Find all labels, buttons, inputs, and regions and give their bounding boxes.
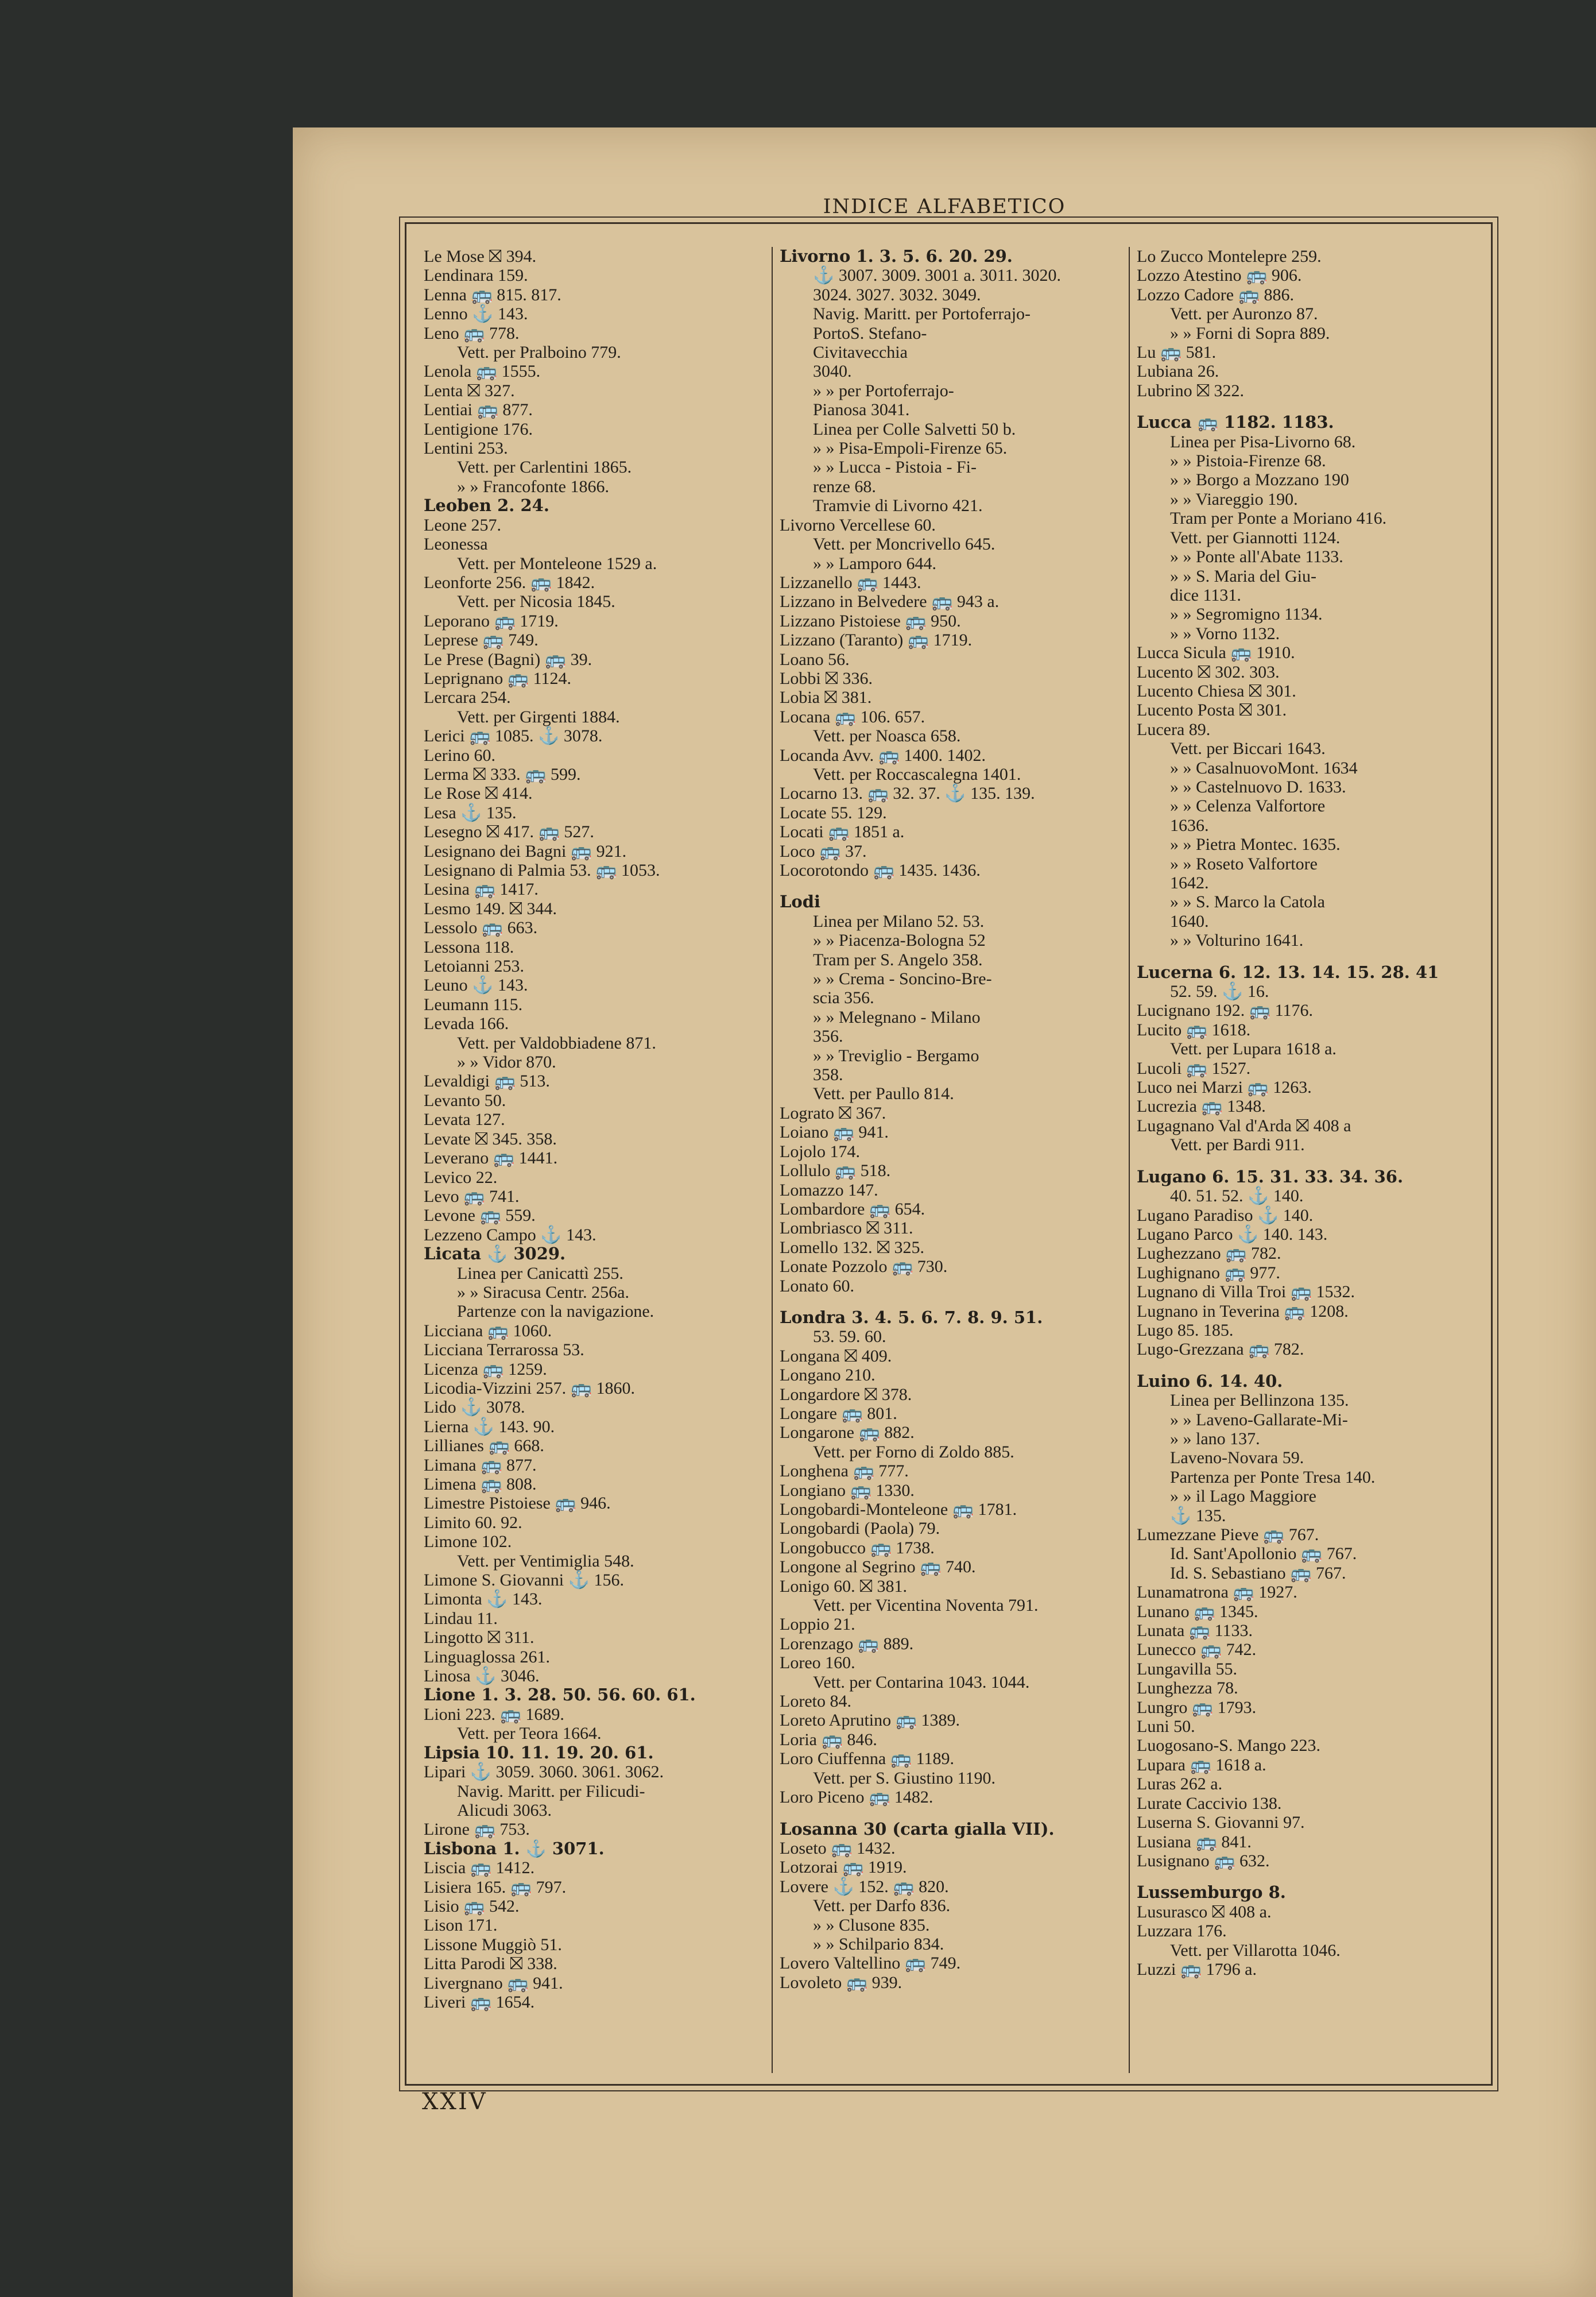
index-entry: Lercara 254. (424, 688, 511, 707)
index-entry: Lucoli 🚌 1527. (1137, 1058, 1251, 1078)
index-entry: Lentiai 🚌 877. (424, 400, 533, 420)
index-entry: Lucca Sicula 🚌 1910. (1137, 643, 1295, 663)
index-entry: Lonato 60. (780, 1276, 854, 1296)
index-entry: Lirone 🚌 753. (424, 1820, 530, 1839)
index-entry: Vett. per Darfo 836. (813, 1896, 951, 1916)
index-entry: Vett. per Teora 1664. (457, 1724, 602, 1743)
index-entry: Locana 🚌 106. 657. (780, 707, 925, 726)
index-entry: Lentigione 176. (424, 419, 533, 439)
index-entry: Lizzanello 🚌 1443. (780, 573, 921, 592)
index-entry: Lozzo Atestino 🚌 906. (1137, 266, 1302, 285)
index-heading-entry: Licata ⚓ 3029. (424, 1244, 566, 1264)
index-entry: Luserna S. Giovanni 97. (1137, 1813, 1305, 1832)
index-entry: Id. Sant'Apollonio 🚌 767. (1170, 1544, 1357, 1564)
index-entry: 3040. (813, 362, 852, 381)
index-entry: Lunghezza 78. (1137, 1679, 1238, 1698)
index-entry: » » Pistoia-Firenze 68. (1170, 451, 1326, 471)
index-entry: Vett. per Valdobbiadene 871. (457, 1033, 656, 1053)
index-entry: Lizzano in Belvedere 🚌 943 a. (780, 592, 1000, 612)
index-entry: » » lano 137. (1170, 1429, 1260, 1448)
index-entry: Levaldigi 🚌 513. (424, 1072, 550, 1091)
index-entry: Licciana 🚌 1060. (424, 1321, 552, 1340)
index-entry: Luni 50. (1137, 1717, 1195, 1737)
index-entry: Lovoleto 🚌 939. (780, 1973, 902, 1992)
index-entry: » » Segromigno 1134. (1170, 605, 1323, 624)
index-entry: Vett. per Monteleone 1529 a. (457, 554, 657, 573)
index-entry: Loria 🚌 846. (780, 1730, 877, 1749)
index-entry: Licodia-Vizzini 257. 🚌 1860. (424, 1378, 635, 1398)
index-entry: » » Melegnano - Milano (813, 1007, 981, 1027)
index-entry: Lerma ⛝ 333. 🚌 599. (424, 764, 581, 784)
index-entry: » » Siracusa Centr. 256a. (457, 1282, 629, 1302)
index-entry: Lo Zucco Montelepre 259. (1137, 247, 1322, 266)
index-entry: Loreto 84. (780, 1692, 851, 1711)
index-entry: » » Piacenza-Bologna 52 (813, 931, 986, 950)
index-entry: 3024. 3027. 3032. 3049. (813, 285, 981, 304)
index-entry: 356. (813, 1027, 843, 1046)
index-entry: Longobardi (Paola) 79. (780, 1519, 940, 1538)
index-heading-entry: Lione 1. 3. 28. 50. 56. 60. 61. (424, 1685, 696, 1705)
index-entry: Locanda Avv. 🚌 1400. 1402. (780, 745, 986, 765)
index-entry: Lucignano 192. 🚌 1176. (1137, 1001, 1314, 1020)
index-entry: Limonta ⚓ 143. (424, 1590, 543, 1609)
index-entry: Vett. per Carlentini 1865. (457, 458, 632, 477)
index-entry: Lunata 🚌 1133. (1137, 1621, 1253, 1641)
index-entry: Le Prese (Bagni) 🚌 39. (424, 649, 592, 669)
index-entry: 1642. (1170, 873, 1209, 892)
index-heading-entry: Lussemburgo 8. (1137, 1882, 1286, 1902)
index-entry: renze 68. (813, 477, 876, 496)
index-entry: Pianosa 3041. (813, 400, 910, 420)
index-entry: » » Francofonte 1866. (457, 477, 609, 496)
index-entry: Lumezzane Pieve 🚌 767. (1137, 1525, 1319, 1544)
index-entry: Loro Piceno 🚌 1482. (780, 1788, 933, 1807)
index-entry: Vett. per Contarina 1043. 1044. (813, 1672, 1030, 1692)
index-entry: Lenta ⛝ 327. (424, 381, 515, 400)
index-entry: Levata 127. (424, 1110, 505, 1130)
index-entry: Lughezzano 🚌 782. (1137, 1244, 1281, 1263)
index-entry: » » Pisa-Empoli-Firenze 65. (813, 439, 1008, 458)
index-entry: » » CasalnuovoMont. 1634 (1170, 758, 1358, 778)
index-entry: Lughignano 🚌 977. (1137, 1263, 1280, 1282)
index-entry: Linguaglossa 261. (424, 1647, 550, 1666)
index-heading-entry: Livorno 1. 3. 5. 6. 20. 29. (780, 247, 1013, 266)
index-entry: Liveri 🚌 1654. (424, 1992, 535, 2012)
index-entry: Lesina 🚌 1417. (424, 880, 539, 899)
index-entry: Lingotto ⛝ 311. (424, 1628, 534, 1648)
index-entry: Lojolo 174. (780, 1142, 860, 1161)
index-heading-entry: Losanna 30 (carta gialla VII). (780, 1819, 1055, 1839)
index-entry: Luzzara 176. (1137, 1921, 1227, 1941)
index-entry: Lenno ⚓ 143. (424, 304, 528, 324)
index-entry: Locate 55. 129. (780, 803, 887, 822)
index-entry: Lozzo Cadore 🚌 886. (1137, 285, 1294, 304)
index-entry: Vett. per Paullo 814. (813, 1084, 954, 1104)
index-entry: Linosa ⚓ 3046. (424, 1666, 540, 1686)
index-entry: Tram per S. Angelo 358. (813, 950, 983, 969)
index-entry: Limestre Pistoiese 🚌 946. (424, 1494, 611, 1513)
index-entry: Leone 257. (424, 515, 501, 535)
index-entry: » » Borgo a Mozzano 190 (1170, 470, 1349, 490)
index-entry: Lugnano in Teverina 🚌 1208. (1137, 1301, 1349, 1321)
index-entry: Linea per Canicattì 255. (457, 1263, 623, 1283)
index-entry: Vett. per Giannotti 1124. (1170, 528, 1341, 547)
index-entry: Lezzeno Campo ⚓ 143. (424, 1225, 596, 1244)
index-entry: Lomazzo 147. (780, 1180, 878, 1200)
index-entry: Lograto ⛝ 367. (780, 1103, 886, 1123)
index-column-1 (424, 247, 762, 2067)
index-entry: Lesignano di Palmia 53. 🚌 1053. (424, 861, 660, 880)
index-entry: Vett. per Forno di Zoldo 885. (813, 1442, 1014, 1461)
index-entry: » » per Portoferrajo- (813, 381, 954, 400)
index-entry: Longobucco 🚌 1738. (780, 1538, 935, 1557)
index-entry: Limone S. Giovanni ⚓ 156. (424, 1571, 624, 1590)
index-entry: Lesegno ⛝ 417. 🚌 527. (424, 822, 594, 842)
index-entry: Lucrezia 🚌 1348. (1137, 1097, 1266, 1116)
index-entry: Leprese 🚌 749. (424, 631, 539, 650)
index-entry: Lusiana 🚌 841. (1137, 1832, 1252, 1851)
index-entry: Civitavecchia (813, 343, 908, 362)
index-entry: Id. S. Sebastiano 🚌 767. (1170, 1563, 1346, 1583)
index-entry: Vett. per Auronzo 87. (1170, 304, 1318, 324)
index-entry: Longare 🚌 801. (780, 1403, 897, 1423)
index-entry: Lucento ⛝ 302. 303. (1137, 662, 1280, 682)
index-entry: Vett. per Girgenti 1884. (457, 707, 620, 726)
index-entry: Vett. per Ventimiglia 548. (457, 1551, 634, 1571)
index-entry: Longana ⛝ 409. (780, 1346, 892, 1366)
index-entry: scia 356. (813, 988, 874, 1008)
index-entry: Levada 166. (424, 1014, 509, 1034)
index-entry: Longano 210. (780, 1366, 876, 1385)
index-entry: Lizzano (Taranto) 🚌 1719. (780, 631, 973, 650)
index-entry: Laveno-Novara 59. (1170, 1448, 1304, 1468)
index-entry: Le Mose ⛝ 394. (424, 247, 537, 266)
index-entry: » » Crema - Soncino-Bre- (813, 969, 992, 989)
index-entry: » » Celenza Valfortore (1170, 796, 1326, 816)
index-entry: Longobardi-Monteleone 🚌 1781. (780, 1500, 1017, 1519)
index-entry: Lisio 🚌 542. (424, 1896, 520, 1916)
index-entry: Liscia 🚌 1412. (424, 1858, 535, 1878)
index-entry: Lendinara 159. (424, 266, 528, 285)
index-entry: Limone 102. (424, 1532, 512, 1552)
index-entry: Lillianes 🚌 668. (424, 1436, 544, 1456)
index-entry: Longhena 🚌 777. (780, 1461, 909, 1481)
index-entry: » » Laveno-Gallarate-Mi- (1170, 1410, 1348, 1429)
index-entry: Vett. per Noasca 658. (813, 726, 961, 746)
index-entry: Lungavilla 55. (1137, 1659, 1237, 1679)
index-entry: Linea per Pisa-Livorno 68. (1170, 432, 1356, 451)
index-entry: ⚓ 3007. 3009. 3001 a. 3011. 3020. (813, 266, 1062, 285)
index-entry: Loreto Aprutino 🚌 1389. (780, 1711, 960, 1730)
index-entry: Lipari ⚓ 3059. 3060. 3061. 3062. (424, 1762, 664, 1782)
index-entry: Lessona 118. (424, 937, 514, 957)
index-entry: Livergnano 🚌 941. (424, 1973, 563, 1993)
index-entry: Vett. per Villarotta 1046. (1170, 1940, 1341, 1960)
index-heading-entry: Lipsia 10. 11. 19. 20. 61. (424, 1742, 654, 1762)
index-entry: Lobbi ⛝ 336. (780, 668, 873, 688)
index-entry: Levico 22. (424, 1167, 498, 1187)
index-entry: Lido ⚓ 3078. (424, 1398, 525, 1417)
index-entry: Vett. per Biccari 1643. (1170, 739, 1326, 759)
index-entry: Lucento Posta ⛝ 301. (1137, 701, 1287, 720)
index-entry: » » Viareggio 190. (1170, 489, 1298, 509)
index-entry: ⚓ 135. (1170, 1506, 1226, 1525)
index-entry: Lupara 🚌 1618 a. (1137, 1755, 1266, 1774)
index-entry: Lisiera 165. 🚌 797. (424, 1877, 567, 1897)
index-entry: Vett. per S. Giustino 1190. (813, 1768, 996, 1788)
index-entry: Le Rose ⛝ 414. (424, 784, 533, 803)
index-entry: Alicudi 3063. (457, 1800, 552, 1820)
index-entry: Leverano 🚌 1441. (424, 1148, 558, 1168)
index-entry: Luco nei Marzi 🚌 1263. (1137, 1078, 1312, 1097)
index-entry: Leonforte 256. 🚌 1842. (424, 573, 595, 592)
index-entry: » » Roseto Valfortore (1170, 854, 1318, 873)
column-divider (772, 247, 773, 2073)
index-entry: Lessolo 🚌 663. (424, 918, 538, 938)
index-entry: Lugo 85. 185. (1137, 1320, 1234, 1340)
index-entry: Locarno 13. 🚌 32. 37. ⚓ 135. 139. (780, 784, 1035, 803)
index-entry: Lubrino ⛝ 322. (1137, 381, 1244, 400)
index-entry: » » S. Marco la Catola (1170, 892, 1325, 912)
index-entry: Lunamatrona 🚌 1927. (1137, 1583, 1297, 1602)
index-entry: Vett. per Roccascalegna 1401. (813, 764, 1021, 784)
index-entry: Lenna 🚌 815. 817. (424, 285, 561, 304)
index-entry: Locorotondo 🚌 1435. 1436. (780, 861, 981, 880)
index-entry: Lentini 253. (424, 439, 508, 458)
index-entry: Longiano 🚌 1330. (780, 1480, 915, 1500)
index-entry: Lindau 11. (424, 1608, 498, 1628)
index-entry: » » Forni di Sopra 889. (1170, 323, 1330, 343)
index-entry: » » Castelnuovo D. 1633. (1170, 777, 1346, 796)
index-entry: Licciana Terrarossa 53. (424, 1340, 584, 1360)
index-entry: Vett. per Nicosia 1845. (457, 592, 615, 612)
index-entry: Lesmo 149. ⛝ 344. (424, 899, 557, 918)
index-entry: Lusignano 🚌 632. (1137, 1851, 1270, 1870)
index-entry: Lobia ⛝ 381. (780, 688, 872, 707)
page-number: XXIV (422, 2089, 487, 2115)
index-entry: Lunecco 🚌 742. (1137, 1640, 1257, 1660)
index-entry: » » il Lago Maggiore (1170, 1487, 1316, 1506)
index-entry: Loreo 160. (780, 1653, 855, 1673)
index-entry: 40. 51. 52. ⚓ 140. (1170, 1186, 1304, 1206)
index-entry: Lunano 🚌 1345. (1137, 1602, 1258, 1621)
column-divider (1129, 247, 1130, 2073)
index-entry: Lesa ⚓ 135. (424, 803, 517, 822)
index-entry: Lollulo 🚌 518. (780, 1161, 891, 1181)
index-entry: Loiano 🚌 941. (780, 1123, 889, 1142)
index-entry: Litta Parodi ⛝ 338. (424, 1954, 557, 1974)
index-entry: 358. (813, 1065, 843, 1085)
index-entry: Leuno ⚓ 143. (424, 976, 528, 995)
index-column-3 (1137, 247, 1475, 2067)
index-entry: Limena 🚌 808. (424, 1475, 537, 1494)
index-entry: Lombardore 🚌 654. (780, 1199, 925, 1219)
index-entry: » » Vorno 1132. (1170, 624, 1280, 643)
index-entry: Longone al Segrino 🚌 740. (780, 1557, 976, 1577)
index-entry: Lerino 60. (424, 745, 495, 765)
index-entry: » » Lamporo 644. (813, 554, 936, 573)
index-entry: » » Lucca - Pistoia - Fi- (813, 458, 977, 477)
index-entry: Lugano Parco ⚓ 140. 143. (1137, 1224, 1328, 1244)
index-entry: Limana 🚌 877. (424, 1455, 537, 1475)
index-entry: Lenola 🚌 1555. (424, 362, 541, 381)
index-entry: » » Pietra Montec. 1635. (1170, 835, 1341, 854)
index-entry: Loro Ciuffenna 🚌 1189. (780, 1749, 954, 1769)
index-entry: Loco 🚌 37. (780, 841, 867, 861)
index-entry: » » Vidor 870. (457, 1053, 556, 1072)
index-entry: Leprignano 🚌 1124. (424, 668, 572, 688)
page-header: INDICE ALFABETICO (823, 195, 1066, 218)
index-entry: 1640. (1170, 911, 1209, 931)
index-entry: Vett. per Moncrivello 645. (813, 535, 995, 554)
index-entry: Partenze con la navigazione. (457, 1302, 654, 1321)
index-entry: Linea per Milano 52. 53. (813, 911, 985, 931)
index-entry: Partenza per Ponte Tresa 140. (1170, 1467, 1376, 1487)
index-entry: Levanto 50. (424, 1091, 506, 1110)
index-heading-entry: Lodi (780, 892, 821, 912)
index-heading-entry: Londra 3. 4. 5. 6. 7. 8. 9. 51. (780, 1307, 1043, 1327)
index-entry: Loano 56. (780, 649, 850, 669)
index-entry: Vett. per Pralboino 779. (457, 343, 621, 362)
index-entry: Lizzano Pistoiese 🚌 950. (780, 611, 961, 631)
index-entry: Levate ⛝ 345. 358. (424, 1129, 557, 1148)
index-entry: Linea per Colle Salvetti 50 b. (813, 419, 1016, 439)
index-entry: Tramvie di Livorno 421. (813, 496, 983, 516)
index-page (293, 127, 1596, 2297)
index-entry: Longardore ⛝ 378. (780, 1385, 912, 1404)
index-entry: Lioni 223. 🚌 1689. (424, 1704, 564, 1724)
index-entry: Lucento Chiesa ⛝ 301. (1137, 681, 1296, 701)
index-entry: Leno 🚌 778. (424, 323, 520, 343)
index-entry: Lugo-Grezzana 🚌 782. (1137, 1340, 1304, 1359)
index-entry: Letoianni 253. (424, 957, 524, 976)
index-entry: Vett. per Bardi 911. (1170, 1135, 1305, 1155)
index-entry: Lombriasco ⛝ 311. (780, 1219, 913, 1238)
index-entry: Lonate Pozzolo 🚌 730. (780, 1257, 948, 1277)
index-heading-entry: Luino 6. 14. 40. (1137, 1371, 1283, 1391)
index-entry: » » Schilpario 834. (813, 1934, 944, 1954)
index-entry: Luzzi 🚌 1796 a. (1137, 1959, 1257, 1979)
index-entry: Lorenzago 🚌 889. (780, 1634, 914, 1653)
index-entry: Lungro 🚌 1793. (1137, 1697, 1257, 1717)
index-entry: Longarone 🚌 882. (780, 1423, 915, 1443)
index-entry: Lerici 🚌 1085. ⚓ 3078. (424, 726, 603, 746)
index-entry: Tram per Ponte a Moriano 416. (1170, 509, 1387, 528)
index-entry: » » Ponte all'Abate 1133. (1170, 547, 1343, 567)
index-entry: Luras 262 a. (1137, 1774, 1223, 1794)
index-entry: Lison 171. (424, 1916, 498, 1935)
index-entry: Lovero Valtellino 🚌 749. (780, 1954, 961, 1973)
index-entry: Navig. Maritt. per Filicudi- (457, 1781, 645, 1801)
index-entry: Lurate Caccivio 138. (1137, 1793, 1282, 1813)
index-entry: Lucito 🚌 1618. (1137, 1020, 1251, 1039)
index-entry: Lonigo 60. ⛝ 381. (780, 1576, 907, 1596)
index-entry: PortoS. Stefano- (813, 323, 927, 343)
index-entry: Lu 🚌 581. (1137, 343, 1217, 362)
index-heading-entry: Lisbona 1. ⚓ 3071. (424, 1838, 605, 1858)
index-entry: 1636. (1170, 815, 1209, 835)
index-entry: Lissone Muggiò 51. (424, 1935, 562, 1954)
index-heading-entry: Leoben 2. 24. (424, 496, 549, 516)
index-entry: dice 1131. (1170, 585, 1241, 605)
index-column-2 (780, 247, 1118, 2067)
index-entry: Lomello 132. ⛝ 325. (780, 1238, 924, 1257)
index-heading-entry: Lugano 6. 15. 31. 33. 34. 36. (1137, 1166, 1404, 1186)
index-entry: 53. 59. 60. (813, 1327, 886, 1347)
index-entry: Lusurasco ⛝ 408 a. (1137, 1902, 1272, 1921)
index-entry: » » S. Maria del Giu- (1170, 566, 1316, 586)
index-entry: » » Volturino 1641. (1170, 931, 1304, 950)
index-entry: Lugnano di Villa Troi 🚌 1532. (1137, 1282, 1355, 1302)
index-entry: Vett. per Vicentina Noventa 791. (813, 1596, 1039, 1615)
index-entry: Leumann 115. (424, 995, 523, 1014)
index-entry: 52. 59. ⚓ 16. (1170, 982, 1269, 1001)
index-entry: Navig. Maritt. per Portoferrajo- (813, 304, 1031, 324)
index-entry: Loseto 🚌 1432. (780, 1838, 896, 1858)
index-entry: Lugagnano Val d'Arda ⛝ 408 a (1137, 1116, 1351, 1135)
index-entry: Leporano 🚌 1719. (424, 611, 559, 631)
index-entry: Lierna ⚓ 143. 90. (424, 1417, 555, 1436)
index-entry: » » Clusone 835. (813, 1915, 930, 1935)
index-entry: Licenza 🚌 1259. (424, 1359, 547, 1379)
index-entry: Lesignano dei Bagni 🚌 921. (424, 841, 627, 861)
index-heading-entry: Lucca 🚌 1182. 1183. (1137, 412, 1334, 432)
index-heading-entry: Lucerna 6. 12. 13. 14. 15. 28. 41 (1137, 962, 1439, 982)
index-entry: Linea per Bellinzona 135. (1170, 1391, 1349, 1410)
index-entry: Vett. per Lupara 1618 a. (1170, 1039, 1337, 1059)
index-entry: Lucera 89. (1137, 720, 1211, 739)
index-entry: Levone 🚌 559. (424, 1206, 536, 1225)
index-entry: Levo 🚌 741. (424, 1186, 520, 1206)
index-entry: Lugano Paradiso ⚓ 140. (1137, 1205, 1314, 1225)
index-entry: » » Treviglio - Bergamo (813, 1046, 979, 1065)
index-entry: Lovere ⚓ 152. 🚌 820. (780, 1877, 949, 1896)
index-entry: Lubiana 26. (1137, 362, 1219, 381)
index-entry: Limito 60. 92. (424, 1513, 522, 1532)
index-entry: Lotzorai 🚌 1919. (780, 1858, 907, 1877)
index-entry: Livorno Vercellese 60. (780, 515, 936, 535)
index-entry: Locati 🚌 1851 a. (780, 822, 905, 842)
index-entry: Leonessa (424, 535, 488, 554)
index-entry: Luogosano-S. Mango 223. (1137, 1736, 1320, 1755)
index-frame (405, 222, 1493, 2086)
index-entry: Loppio 21. (780, 1615, 855, 1634)
